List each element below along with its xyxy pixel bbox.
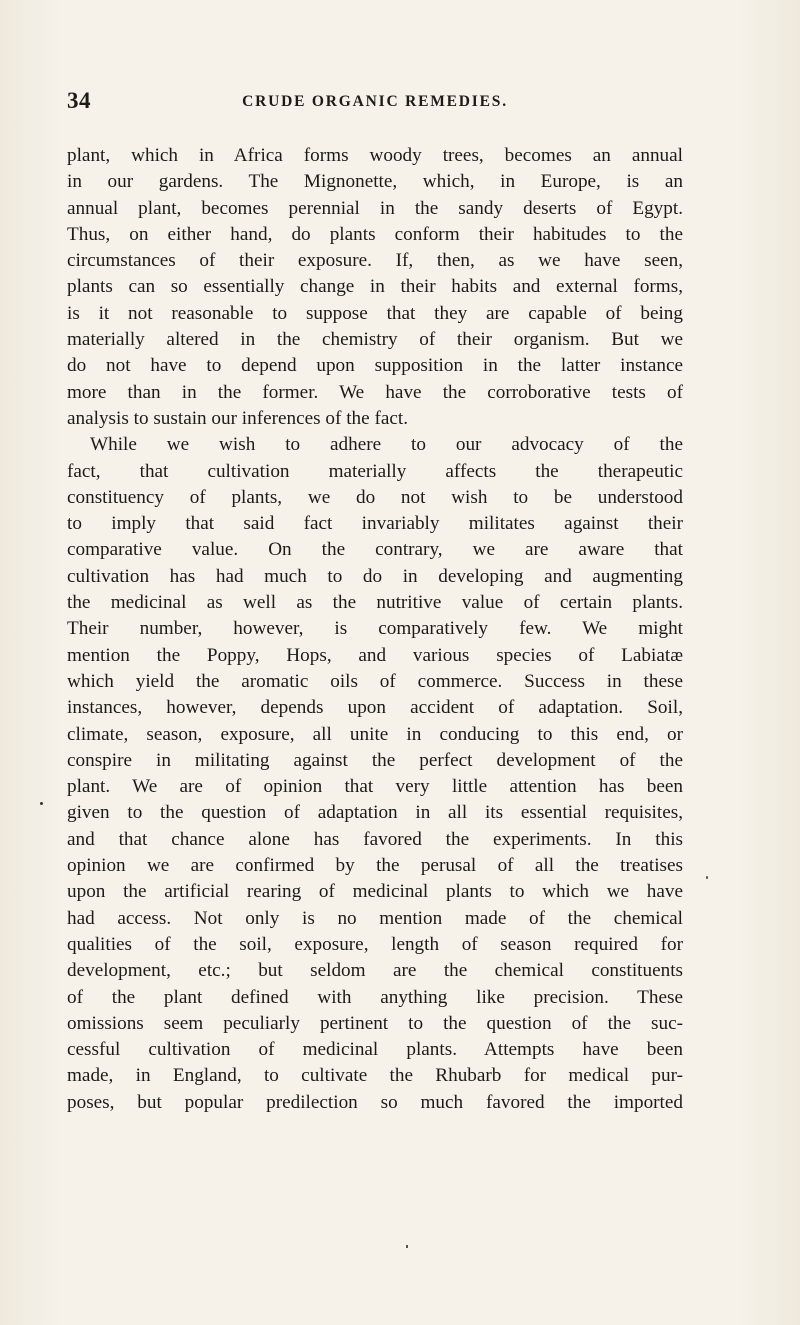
text-line: instances, however, depends upon accident of adaptation. Soil, [67,697,683,719]
text-line: the medicinal as well as the nutritive value of certain plants. [67,592,683,614]
text-line: upon the artificial rearing of medicinal plants to which we have [67,881,683,903]
text-line: cessful cultivation of medicinal plants. Attempts have been [67,1039,683,1061]
text-line: made, in England, to cultivate the Rhubarb for medical pur- [67,1065,683,1087]
text-line: which yield the aromatic oils of commerce. Success in these [67,670,683,692]
text-line: constituency of plants, we do not wish to be understood [67,486,683,508]
text-line: had access. Not only is no mention made of the chemical [67,907,683,929]
text-line: plant, which in Africa forms woody trees, becomes an annual [67,145,683,166]
text-line: conspire in militating against the perfect development of the [67,749,683,771]
text-line: mention the Poppy, Hops, and various species of Labiatæ [67,644,683,666]
text-line: annual plant, becomes perennial in the sandy deserts of Egypt. [67,197,683,219]
text-line: fact, that cultivation materially affects the therapeutic [67,460,683,482]
text-line: Thus, on either hand, do plants conform their habitudes to the [67,223,683,245]
page-number: 34 [67,88,91,113]
text-line: Their number, however, is comparatively few. We might [67,618,683,640]
text-line: is it not reasonable to suppose that they are capable of being [67,302,683,324]
text-line: omissions seem peculiarly pertinent to the question of the suc- [67,1012,683,1034]
text-line: more than in the former. We have the corroborative tests of [67,381,683,403]
paragraph-end-line: analysis to sustain our inferences of the fact. [67,407,408,429]
text-line: materially altered in the chemistry of their organism. But we [67,329,683,351]
text-line: to imply that said fact invariably militates against their [67,513,683,535]
text-line: plants can so essentially change in their habits and external forms, [67,276,683,298]
text-line: qualities of the soil, exposure, length of season required for [67,933,683,955]
text-line: development, etc.; but seldom are the chemical constituents [67,960,683,982]
text-line: plant. We are of opinion that very little attention has been [67,776,683,798]
text-line: comparative value. On the contrary, we are aware that [67,539,683,561]
text-line: of the plant defined with anything like precision. These [67,986,683,1008]
text-line: given to the question of adaptation in all its essential requisites, [67,802,683,824]
text-line: poses, but popular predilection so much favored the imported [67,1091,683,1113]
running-head: CRUDE ORGANIC REMEDIES. [242,93,508,110]
text-line: do not have to depend upon supposition in the latter instance [67,355,683,377]
page-header [67,88,683,120]
text-line: in our gardens. The Mignonette, which, in Europe, is an [67,171,683,193]
text-line: opinion we are confirmed by the perusal of all the treatises [67,855,683,877]
text-line: circumstances of their exposure. If, then, as we have seen, [67,250,683,272]
text-line: climate, season, exposure, all unite in conducing to this end, or [67,723,683,745]
margin-speck [706,876,708,879]
body-text [67,143,683,1116]
page-speck [406,1245,408,1248]
text-line: and that chance alone has favored the experiments. In this [67,828,683,850]
text-line: cultivation has had much to do in developing and augmenting [67,565,683,587]
paragraph-start-line: While we wish to adhere to our advocacy of the [90,434,683,456]
margin-speck [40,802,43,805]
